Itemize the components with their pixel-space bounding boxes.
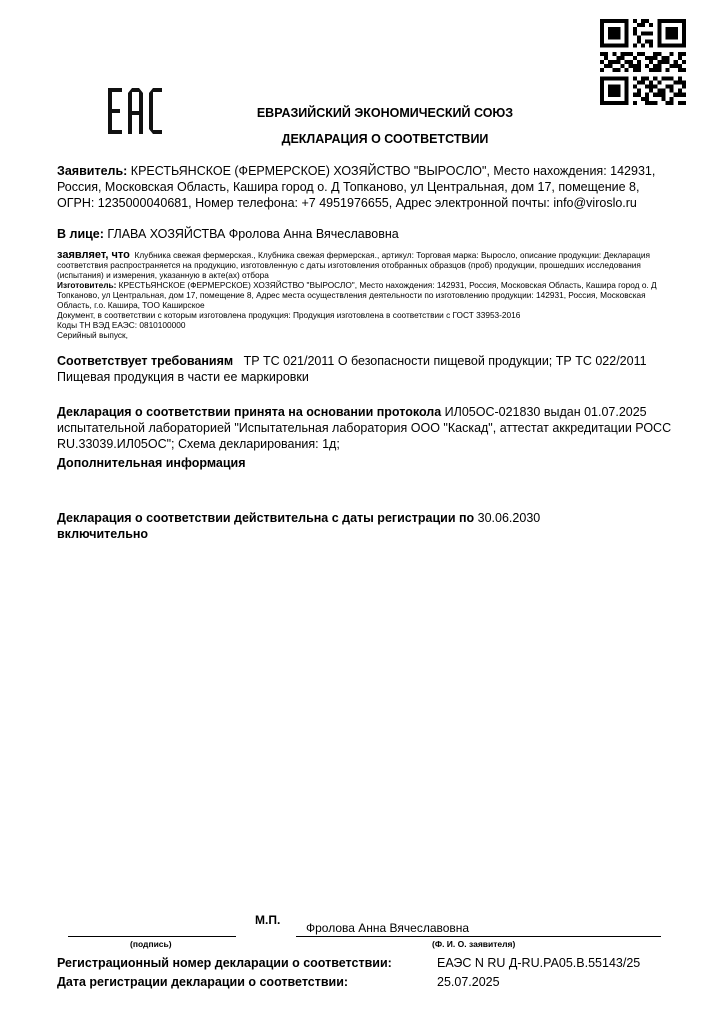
additional-label: Дополнительная информация [57,456,246,470]
signature-caption: (подпись) [130,939,172,949]
name-line [296,936,661,937]
document-line: Документ, в соответствии с которым изготовлена продукция: Продукция изготовлена в соответствии с ГОСТ 33953-2016 [57,310,521,320]
validity-suffix: включительно [57,527,149,541]
manufacturer-label: Изготовитель: [57,280,117,290]
requirements-label: Соответствует требованиям [57,354,234,368]
manufacturer-text: КРЕСТЬЯНСКОЕ (ФЕРМЕРСКОЕ) ХОЗЯЙСТВО "ВЫРОСЛО", Место нахождения: 142931, Россия, Московская Область, Кашира город о. Д Топканово, ул Центральная, дом 17, помещение 8, Адрес места осуществления деятельности по изготовлению продукции: 142931, Россия, Московская Область, г.о. Кашира, ТОО Каширское [57,280,657,310]
validity-date: 30.06.2030 [477,511,541,525]
declares-block [57,250,677,340]
stamp-place-label: М.П. [255,913,281,927]
name-caption: (Ф. И. О. заявителя) [432,939,516,949]
applicant-text: КРЕСТЬЯНСКОЕ (ФЕРМЕРСКОЕ) ХОЗЯЙСТВО "ВЫРОСЛО", Место нахождения: 142931, Россия, Московская Область, Кашира город о. Д Топканово, ул Центральная, дом 17, помещение 8, ОГРН: 1235000040681, Номер телефона: +7 4951976655, Адрес электронной почты: info@viroslo.ru [57,164,656,210]
signatory-name: Фролова Анна Вячеславовна [306,921,470,935]
represented-by-label: В лице: [57,227,104,241]
registration-date: 25.07.2025 [437,975,500,989]
requirements-block [57,353,677,385]
registration-date-label: Дата регистрации декларации о соответствии: [57,975,349,989]
represented-by-block [57,226,677,242]
declares-label: заявляет, что [57,249,130,261]
validity-block [57,510,677,542]
applicant-block [57,163,677,211]
serial-line: Серийный выпуск, [57,330,128,340]
validity-label: Декларация о соответствии действительна с даты регистрации по [57,511,475,525]
basis-text: ИЛ05ОС-021830 выдан 01.07.2025 испытательной лабораторией "Испытательная лаборатория ООО "Каскад", аттестат аккредитации РОСС RU.33039.ИЛ05ОС"; Схема декларирования: 1д; [57,405,672,451]
registration-number: ЕАЭС N RU Д-RU.РА05.В.55143/25 [437,956,641,970]
applicant-label: Заявитель: [57,164,128,178]
represented-by-text: ГЛАВА ХОЗЯЙСТВА Фролова Анна Вячеславовна [107,227,399,241]
declares-text: Клубника свежая фермерская., Клубника свежая фермерская., артикул: Торговая марка: Выросло, описание продукции: Декларация соответствия распространяется на продукцию, изготовленную с даты изготовления отобранных образцов (проб) продукции, прошедших исследования (испытания) и измерения, указанную в акте(ах) отбора [57,250,650,280]
basis-label: Декларация о соответствии принята на основании протокола [57,405,442,419]
basis-block [57,404,677,452]
signature-line [68,936,236,937]
registration-number-label: Регистрационный номер декларации о соответствии: [57,956,392,970]
organization-heading: ЕВРАЗИЙСКИЙ ЭКОНОМИЧЕСКИЙ СОЮЗ [256,106,514,120]
document-title: ДЕКЛАРАЦИЯ О СООТВЕТСТВИИ [281,132,489,146]
codes-line: Коды ТН ВЭД ЕАЭС: 0810100000 [57,320,186,330]
qr-code-icon [600,19,686,105]
additional-block [57,455,677,471]
requirements-text: ТР ТС 021/2011 О безопасности пищевой продукции; ТР ТС 022/2011 Пищевая продукция в части ее маркировки [57,354,647,384]
